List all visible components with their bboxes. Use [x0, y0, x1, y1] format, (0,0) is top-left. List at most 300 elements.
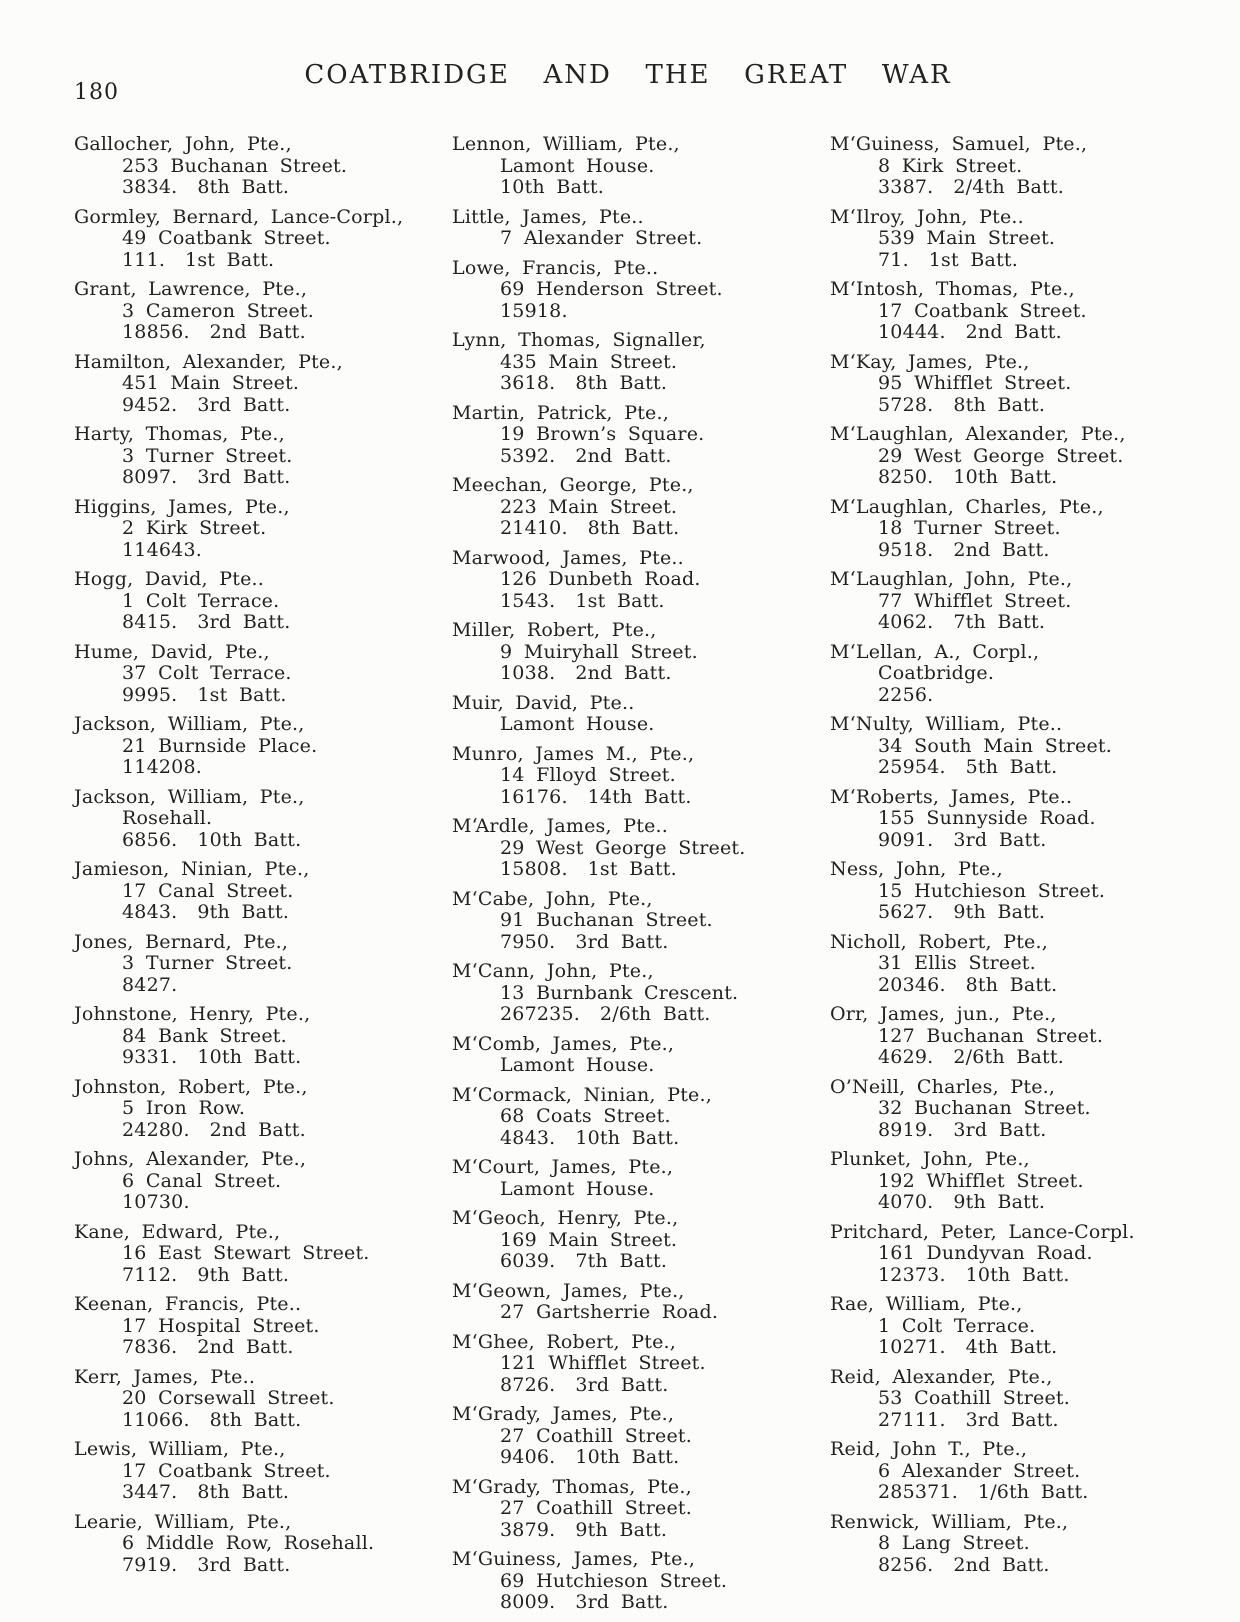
entry-address: 17 Coatbank Street.	[878, 299, 1087, 322]
battalion: 10th Batt.	[197, 1046, 302, 1068]
service-number: 1543.	[500, 589, 556, 612]
roll-entry	[74, 787, 426, 852]
battalion: 9th Batt.	[197, 901, 290, 923]
service-number: 6856.	[122, 828, 178, 851]
entry-service	[452, 663, 804, 685]
entry-address: Coatbridge.	[878, 662, 995, 684]
entry-name: Hamilton, Alexander, Pte.,	[74, 350, 343, 373]
roll-entry	[452, 403, 804, 468]
entry-service	[452, 446, 804, 468]
roll-entry	[830, 134, 1182, 199]
battalion: 2nd Batt.	[575, 444, 672, 467]
entry-service	[452, 1375, 804, 1397]
service-number: 285371.	[878, 1481, 958, 1503]
entry-address: 19 Brown’s Square.	[500, 423, 705, 445]
service-number: 9995.	[122, 683, 178, 706]
roll-entry	[830, 1149, 1182, 1214]
battalion: 9th Batt.	[575, 1518, 668, 1541]
entry-service	[74, 322, 426, 344]
roll-entry	[830, 1367, 1182, 1432]
service-number: 6039.	[500, 1250, 556, 1272]
battalion: 3rd Batt.	[953, 828, 1047, 851]
entry-service	[830, 1410, 1182, 1432]
service-number: 9331.	[122, 1046, 178, 1068]
roll-entry	[830, 352, 1182, 417]
service-number: 8097.	[122, 466, 178, 488]
entry-address: 169 Main Street.	[500, 1228, 678, 1251]
entry-service	[830, 830, 1182, 852]
entry-name: M‘Cabe, John, Pte.,	[452, 887, 653, 910]
entry-name: M‘Laughlan, Charles, Pte.,	[830, 495, 1104, 518]
entry-address: 27 Coathill Street.	[500, 1424, 692, 1447]
roll-entry	[74, 207, 426, 272]
entry-address: 121 Whifflet Street.	[500, 1352, 706, 1374]
service-number: 8256.	[878, 1553, 934, 1576]
battalion: 3rd Batt.	[965, 1408, 1059, 1431]
roll-entry	[74, 932, 426, 997]
battalion: 3rd Batt.	[197, 1553, 291, 1576]
entry-service	[74, 1337, 426, 1359]
entry-service	[74, 685, 426, 707]
entry-address: 9 Muiryhall Street.	[500, 640, 698, 663]
battalion: 2nd Batt.	[965, 321, 1062, 343]
service-number: 25954.	[878, 756, 946, 778]
entry-address: 18 Turner Street.	[878, 517, 1061, 539]
entry-service	[830, 1482, 1182, 1504]
entry-address: 1 Colt Terrace.	[878, 1314, 1036, 1337]
service-number: 18856.	[122, 321, 190, 343]
battalion: 10th Batt.	[575, 1446, 680, 1468]
roll-entry	[830, 932, 1182, 997]
entry-name: Gormley, Bernard, Lance-Corpl.,	[74, 205, 404, 228]
battalion: 10th Batt.	[197, 828, 302, 851]
entry-service	[452, 932, 804, 954]
entry-name: M‘Cann, John, Pte.,	[452, 960, 654, 982]
entry-service	[830, 540, 1182, 562]
roll-entry	[74, 714, 426, 779]
battalion: 8th Batt.	[197, 176, 290, 198]
entry-name: Lewis, William, Pte.,	[74, 1438, 286, 1460]
entry-service	[830, 177, 1182, 199]
roll-entry	[74, 859, 426, 924]
entry-name: Grant, Lawrence, Pte.,	[74, 278, 308, 300]
roll-entry	[452, 961, 804, 1026]
battalion: 3rd Batt.	[197, 611, 291, 633]
entry-name: Hogg, David, Pte..	[74, 568, 265, 590]
entry-address: 2 Kirk Street.	[122, 517, 267, 539]
service-number: 1038.	[500, 662, 556, 684]
service-number: 10271.	[878, 1336, 946, 1358]
entry-service	[830, 250, 1182, 272]
roll-entry	[452, 1085, 804, 1150]
entry-address: 435 Main Street.	[500, 350, 678, 373]
entry-name: Muir, David, Pte..	[452, 691, 635, 714]
entry-address: 223 Main Street.	[500, 495, 678, 518]
entry-service	[452, 1520, 804, 1542]
service-number: 11066.	[122, 1408, 190, 1431]
entry-service	[452, 373, 804, 395]
service-number: 9091.	[878, 828, 934, 851]
roll-entry	[830, 424, 1182, 489]
entry-name: Meechan, George, Pte.,	[452, 474, 694, 496]
battalion: 8th Batt.	[209, 1408, 302, 1431]
service-number: 24280.	[122, 1118, 190, 1141]
roll-entry	[452, 889, 804, 954]
entry-name: Nicholl, Robert, Pte.,	[830, 930, 1048, 953]
entry-address: 126 Dunbeth Road.	[500, 568, 701, 590]
service-number: 20346.	[878, 973, 946, 996]
entry-name: M‘Ilroy, John, Pte..	[830, 205, 1024, 228]
battalion: 7th Batt.	[953, 611, 1046, 633]
service-number: 8919.	[878, 1118, 934, 1141]
entry-service	[830, 322, 1182, 344]
service-number: 3447.	[122, 1481, 178, 1503]
entry-service	[452, 1447, 804, 1469]
entry-name: M‘Guiness, Samuel, Pte.,	[830, 133, 1088, 155]
entry-address: 29 West George Street.	[500, 836, 746, 859]
roll-entry	[452, 1034, 804, 1077]
battalion: 2nd Batt.	[953, 1553, 1050, 1576]
roll-entry	[74, 352, 426, 417]
service-number: 3618.	[500, 372, 556, 394]
entry-name: Kane, Edward, Pte.,	[74, 1220, 281, 1243]
entry-name: Rae, William, Pte.,	[830, 1293, 1023, 1315]
service-number: 111.	[122, 248, 166, 271]
entry-address: 95 Whifflet Street.	[878, 372, 1072, 394]
entry-address: 31 Ellis Street.	[878, 952, 1036, 974]
roll-entry	[452, 1404, 804, 1469]
entry-service	[830, 1337, 1182, 1359]
service-number: 5728.	[878, 393, 934, 416]
entry-address: 155 Sunnyside Road.	[878, 807, 1096, 829]
roll-entry	[830, 1512, 1182, 1577]
entry-address: 6 Middle Row, Rosehall.	[122, 1532, 375, 1554]
entry-name: Little, James, Pte..	[452, 205, 644, 228]
entry-service	[74, 540, 426, 562]
entry-service	[74, 757, 426, 779]
entry-service	[830, 395, 1182, 417]
entry-address: 13 Burnbank Crescent.	[500, 981, 739, 1004]
service-number: 3879.	[500, 1518, 556, 1541]
service-number: 7836.	[122, 1336, 178, 1358]
roll-entry	[74, 569, 426, 634]
entry-address: 34 South Main Street.	[878, 734, 1113, 757]
entry-address: 15 Hutchieson Street.	[878, 879, 1106, 902]
battalion: 3rd Batt.	[575, 1591, 669, 1613]
entry-address: 5 Iron Row.	[122, 1097, 246, 1119]
entry-address: 253 Buchanan Street.	[122, 154, 348, 177]
service-number: 12373.	[878, 1263, 946, 1286]
entry-name: Hume, David, Pte.,	[74, 640, 270, 663]
service-number: 8726.	[500, 1373, 556, 1396]
entry-name: Lowe, Francis, Pte..	[452, 256, 659, 279]
entry-service	[452, 1592, 804, 1614]
entry-name: Jackson, William, Pte.,	[74, 713, 305, 735]
entry-address: 77 Whifflet Street.	[878, 589, 1072, 612]
entry-address: Rosehall.	[122, 807, 213, 829]
service-number: 7919.	[122, 1553, 178, 1576]
entry-name: Marwood, James, Pte..	[452, 546, 684, 569]
entry-address: 6 Alexander Street.	[878, 1459, 1081, 1482]
service-number: 114643.	[122, 538, 202, 561]
battalion: 1st Batt.	[575, 589, 665, 612]
entry-name: M‘Laughlan, John, Pte.,	[830, 568, 1073, 590]
roll-entry	[452, 548, 804, 613]
entry-name: M‘Nulty, William, Pte..	[830, 713, 1063, 735]
battalion: 9th Batt.	[953, 901, 1046, 923]
entry-service	[830, 1555, 1182, 1577]
service-number: 5392.	[500, 444, 556, 467]
entry-address: 8 Kirk Street.	[878, 154, 1023, 177]
entry-name: Renwick, William, Pte.,	[830, 1510, 1069, 1533]
battalion: 9th Batt.	[953, 1191, 1046, 1213]
battalion: 2nd Batt.	[575, 662, 672, 684]
roll-entry	[830, 1077, 1182, 1142]
service-number: 9406.	[500, 1446, 556, 1468]
battalion: 2/4th Batt.	[953, 176, 1064, 198]
roll-entry	[830, 714, 1182, 779]
entry-address: 68 Coats Street.	[500, 1105, 671, 1127]
entry-name: O’Neill, Charles, Pte.,	[830, 1075, 1056, 1098]
battalion: 2nd Batt.	[197, 1336, 294, 1358]
battalion: 3rd Batt.	[197, 393, 291, 416]
entry-name: Pritchard, Peter, Lance-Corpl.	[830, 1220, 1135, 1243]
entry-service	[830, 975, 1182, 997]
roll-entry	[74, 134, 426, 199]
roll-entry	[74, 279, 426, 344]
service-number: 8250.	[878, 466, 934, 488]
entry-service	[452, 591, 804, 613]
roll-entry	[452, 1281, 804, 1324]
service-number: 9452.	[122, 393, 178, 416]
service-number: 27111.	[878, 1408, 946, 1431]
roll-entry	[74, 424, 426, 489]
roll-entry	[830, 279, 1182, 344]
battalion: 3rd Batt.	[197, 466, 291, 488]
roll-entry	[830, 1439, 1182, 1504]
entry-address: 6 Canal Street.	[122, 1169, 282, 1192]
roll-column-2	[452, 134, 804, 1622]
entry-service	[74, 902, 426, 924]
roll-entry	[74, 1512, 426, 1577]
entry-service	[74, 1482, 426, 1504]
entry-address: 32 Buchanan Street.	[878, 1097, 1091, 1119]
entry-name: Orr, James, jun., Pte.,	[830, 1003, 1057, 1025]
entry-name: M‘Geoch, Henry, Pte.,	[452, 1207, 679, 1229]
entry-name: Kerr, James, Pte..	[74, 1365, 256, 1388]
roll-entry	[830, 1222, 1182, 1287]
roll-column-1	[74, 134, 426, 1622]
battalion: 4th Batt.	[965, 1336, 1058, 1358]
service-number: 8009.	[500, 1591, 556, 1613]
battalion: 10th Batt.	[965, 1263, 1070, 1286]
page-number: 180	[74, 80, 119, 105]
roll-entry	[830, 642, 1182, 707]
entry-name: Martin, Patrick, Pte.,	[452, 401, 669, 424]
entry-name: M‘Intosh, Thomas, Pte.,	[830, 278, 1075, 300]
battalion: 10th Batt.	[953, 466, 1058, 488]
service-number: 10444.	[878, 321, 946, 343]
roll-entry	[74, 1294, 426, 1359]
entry-name: M‘Geown, James, Pte.,	[452, 1279, 685, 1302]
service-number: 3834.	[122, 176, 178, 198]
entry-service	[830, 1192, 1182, 1214]
entry-address: 539 Main Street.	[878, 227, 1056, 249]
entry-service	[74, 1555, 426, 1577]
entry-service	[830, 902, 1182, 924]
entry-name: M‘Kay, James, Pte.,	[830, 350, 1030, 373]
roll-entry	[452, 744, 804, 809]
entry-address: Lamont House.	[500, 1054, 655, 1076]
entry-service	[830, 467, 1182, 489]
service-number: 4062.	[878, 611, 934, 633]
entry-name: Higgins, James, Pte.,	[74, 495, 290, 518]
battalion: 2nd Batt.	[209, 1118, 306, 1141]
entry-address: 127 Buchanan Street.	[878, 1024, 1104, 1047]
service-number: 4629.	[878, 1046, 934, 1068]
battalion: 3rd Batt.	[575, 1373, 669, 1396]
battalion: 2nd Batt.	[209, 321, 306, 343]
roll-entry	[830, 1004, 1182, 1069]
entry-name: Keenan, Francis, Pte..	[74, 1293, 302, 1315]
service-number: 7112.	[122, 1263, 178, 1286]
roll-entry	[452, 1157, 804, 1200]
service-number: 8427.	[122, 973, 178, 996]
entry-service	[452, 787, 804, 809]
battalion: 3rd Batt.	[575, 930, 669, 953]
entry-service	[452, 518, 804, 540]
entry-service	[830, 1120, 1182, 1142]
entry-service	[74, 1192, 426, 1214]
battalion: 1st Batt.	[928, 248, 1018, 271]
entry-name: M‘Court, James, Pte.,	[452, 1156, 674, 1178]
entry-address: 7 Alexander Street.	[500, 227, 703, 249]
roll-entry	[830, 207, 1182, 272]
roll-entry	[74, 1367, 426, 1432]
service-number: 21410.	[500, 517, 568, 539]
entry-service	[452, 1004, 804, 1026]
entry-service	[830, 685, 1182, 707]
entry-address: 49 Coatbank Street.	[122, 227, 331, 249]
entry-service	[830, 1047, 1182, 1069]
roll-entry	[452, 816, 804, 881]
roll-entry	[452, 207, 804, 250]
entry-address: 451 Main Street.	[122, 372, 300, 394]
entry-address: 27 Gartsherrie Road.	[500, 1301, 719, 1323]
entry-address: 17 Canal Street.	[122, 879, 294, 902]
entry-name: Harty, Thomas, Pte.,	[74, 423, 285, 445]
entry-name: M‘Ghee, Robert, Pte.,	[452, 1330, 677, 1353]
entry-name: Johns, Alexander, Pte.,	[74, 1148, 307, 1170]
roll-entry	[452, 330, 804, 395]
battalion: 7th Batt.	[575, 1250, 668, 1272]
entry-service	[74, 467, 426, 489]
service-number: 7950.	[500, 930, 556, 953]
entry-name: Lennon, William, Pte.,	[452, 133, 680, 155]
entry-name: Jamieson, Ninian, Pte.,	[74, 858, 310, 880]
roll-entry	[452, 620, 804, 685]
entry-service	[452, 177, 804, 199]
roll-entry	[74, 1439, 426, 1504]
battalion: 1/6th Batt.	[977, 1481, 1089, 1503]
service-number: 9518.	[878, 538, 934, 561]
entry-service	[452, 859, 804, 881]
entry-service	[74, 1047, 426, 1069]
entry-address: 69 Henderson Street.	[500, 278, 723, 300]
battalion: 10th Batt.	[575, 1126, 680, 1149]
entry-service	[452, 1128, 804, 1150]
entry-service	[830, 1265, 1182, 1287]
entry-address: 27 Coathill Street.	[500, 1497, 692, 1519]
entry-name: M‘Lellan, A., Corpl.,	[830, 640, 1040, 663]
battalion: 8th Batt.	[197, 1481, 290, 1503]
entry-address: 21 Burnside Place.	[122, 734, 318, 757]
entry-name: Learie, William, Pte.,	[74, 1510, 292, 1533]
entry-name: Reid, Alexander, Pte.,	[830, 1365, 1053, 1388]
roll-entry	[74, 1149, 426, 1214]
roll-entry	[74, 1004, 426, 1069]
entry-address: 17 Hospital Street.	[122, 1314, 320, 1337]
battalion: 1st Batt.	[587, 858, 677, 880]
roll-entry	[830, 859, 1182, 924]
entry-name: Jones, Bernard, Pte.,	[74, 930, 289, 953]
entry-service	[74, 975, 426, 997]
entry-service	[74, 177, 426, 199]
roll-entry	[74, 1222, 426, 1287]
service-number: 8415.	[122, 611, 178, 633]
roll-entry	[74, 497, 426, 562]
roll-entry	[452, 693, 804, 736]
entry-address: 3 Turner Street.	[122, 952, 293, 974]
service-number: 16176.	[500, 785, 568, 808]
battalion: 2/6th Batt.	[599, 1003, 711, 1025]
entry-address: 1 Colt Terrace.	[122, 589, 280, 612]
entry-address: 69 Hutchieson Street.	[500, 1569, 728, 1592]
service-number: 5627.	[878, 901, 934, 923]
roll-entry	[830, 787, 1182, 852]
entry-service	[74, 1410, 426, 1432]
entry-address: 3 Turner Street.	[122, 444, 293, 467]
roll-entry	[74, 642, 426, 707]
entry-name: Plunket, John, Pte.,	[830, 1148, 1030, 1170]
battalion: 3rd Batt.	[953, 1118, 1047, 1141]
service-number: 267235.	[500, 1003, 580, 1025]
entry-name: Reid, John T., Pte.,	[830, 1438, 1028, 1460]
entry-address: Lamont House.	[500, 713, 655, 735]
battalion: 1st Batt.	[197, 683, 287, 706]
entry-service	[74, 395, 426, 417]
entry-name: Gallocher, John, Pte.,	[74, 133, 292, 155]
entry-name: M‘Cormack, Ninian, Pte.,	[452, 1083, 712, 1106]
entry-service	[74, 830, 426, 852]
roll-entry	[452, 1477, 804, 1542]
roll-entry	[452, 475, 804, 540]
entry-address: 3 Cameron Street.	[122, 299, 314, 322]
entry-address: 84 Bank Street.	[122, 1024, 287, 1047]
entry-service	[74, 1265, 426, 1287]
service-number: 2256.	[878, 683, 934, 706]
entry-name: M‘Grady, James, Pte.,	[452, 1403, 675, 1425]
battalion: 10th Batt.	[500, 176, 605, 198]
battalion: 2nd Batt.	[953, 538, 1050, 561]
entry-address: 29 West George Street.	[878, 444, 1124, 467]
entry-address: Lamont House.	[500, 1177, 655, 1200]
entry-address: 192 Whifflet Street.	[878, 1169, 1084, 1192]
entry-address: 14 Flloyd Street.	[500, 764, 676, 786]
entry-name: M‘Comb, James, Pte.,	[452, 1032, 675, 1055]
roll-entry	[452, 134, 804, 199]
entry-name: M‘Roberts, James, Pte..	[830, 785, 1073, 808]
